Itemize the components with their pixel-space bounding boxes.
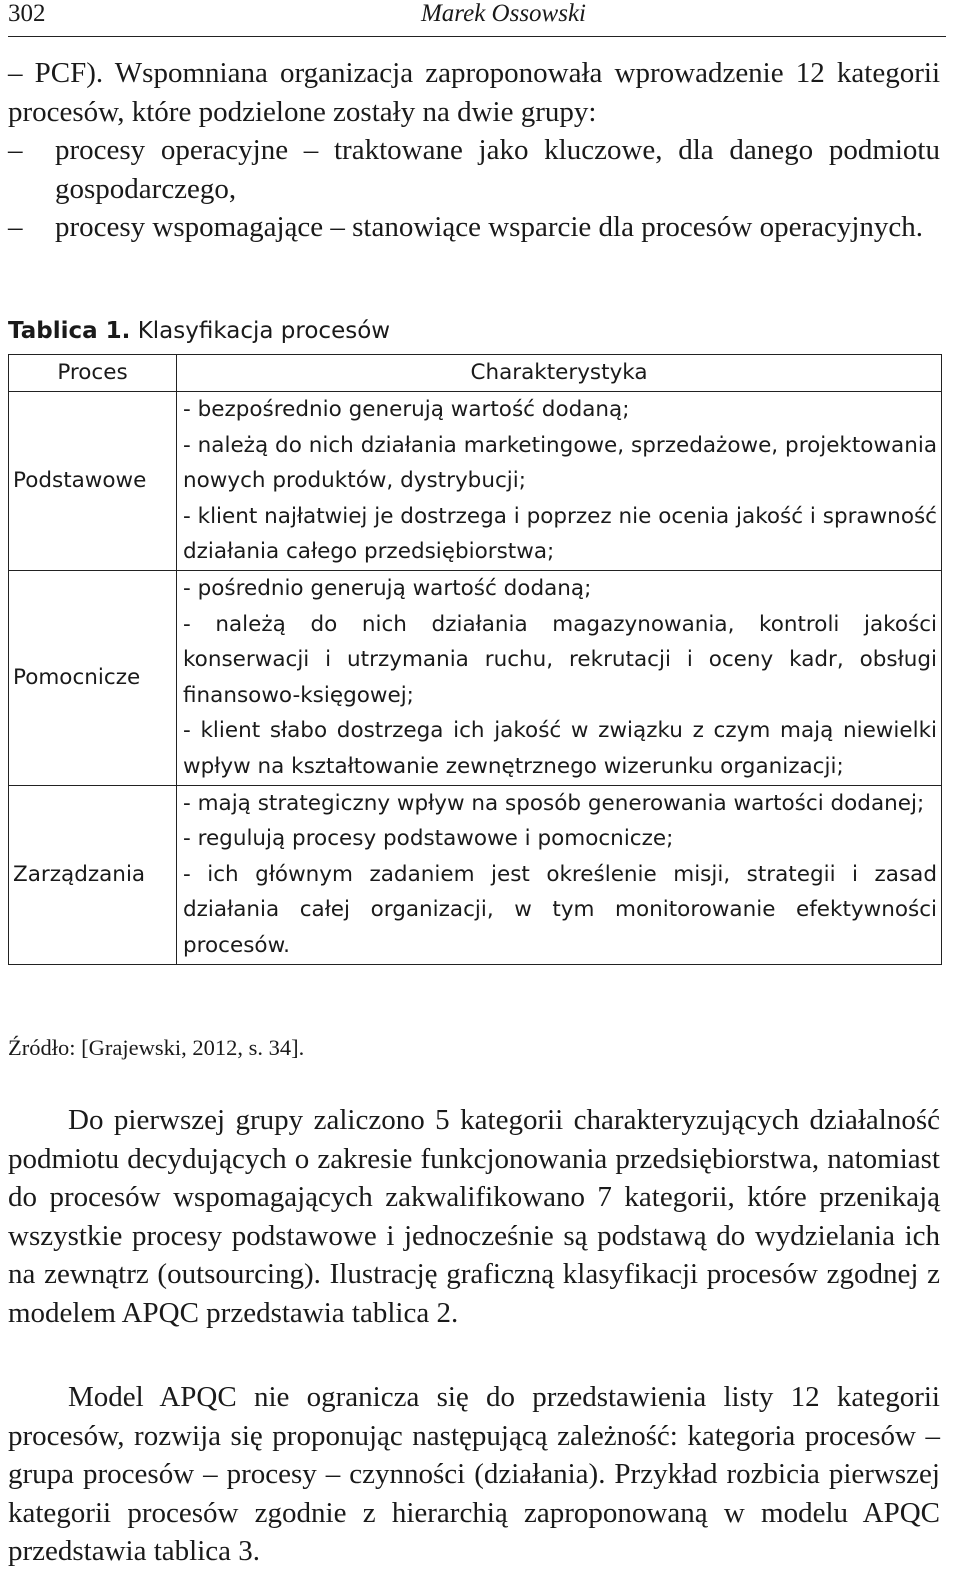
body-paragraph: Do pierwszej grupy zaliczono 5 kategorii charakteryzujących działalność podmiotu decydujących o zakresie funkcjonowania przedsiębiorstwa, natomiast do procesów wspomagających zakwalifikowano 7 kategorii, które przenikają wszystkie procesy podstawowe i jednocześnie są podstawą do wydzielania ich na zewnątrz (outsourcing). Ilustrację graficzną klasyfikacji procesów zgodnej z modelem APQC przedstawia tablica 2. xyxy=(8,1104,940,1329)
table-source: Źródło: [Grajewski, 2012, s. 34]. xyxy=(8,1035,305,1060)
table-row xyxy=(9,570,942,785)
running-author: Marek Ossowski xyxy=(420,0,586,27)
process-classification-table xyxy=(8,354,942,965)
running-header xyxy=(8,0,946,37)
description-line: - mają strategiczny wpływ na sposób generowania wartości dodanej; xyxy=(183,790,925,816)
table-label: Tablica 1. xyxy=(8,318,131,344)
description-line: - klient najłatwiej je dostrzega i poprzez nie ocenia jakość i sprawność działania całego przedsiębiorstwa; xyxy=(183,503,937,565)
body-paragraph: Model APQC nie ogranicza się do przedstawienia listy 12 kategorii procesów, rozwija się proponując następującą zależność: kategoria procesów – grupa procesów – procesy – czynności (działania). Przykład rozbicia pierwszej kategorii procesów zgodnie z hierarchią zaproponowaną w modelu APQC przedstawia tablica 3. xyxy=(8,1381,940,1568)
process-description xyxy=(177,785,942,964)
table-caption xyxy=(8,318,390,344)
description-line: - należą do nich działania marketingowe, sprzedażowe, projektowania nowych produktów, dystrybucji; xyxy=(183,432,937,494)
list-dash: – xyxy=(8,134,23,166)
list-item-text: procesy wspomagające – stanowiące wsparcie dla procesów operacyjnych. xyxy=(55,211,924,244)
process-group-list xyxy=(8,131,940,247)
process-name: Zarządzania xyxy=(9,785,177,964)
description-line: - bezpośrednio generują wartość dodaną; xyxy=(183,397,630,422)
table-row xyxy=(9,392,942,571)
table-row xyxy=(9,785,942,964)
table-title: Klasyfikacja procesów xyxy=(137,318,391,344)
column-header-characteristics: Charakterystyka xyxy=(177,355,942,392)
list-item-text: procesy operacyjne – traktowane jako kluczowe, dla danego podmiotu gospodarczego, xyxy=(55,134,940,205)
table-header-row xyxy=(9,355,942,392)
process-description xyxy=(177,570,942,785)
description-line: - regulują procesy podstawowe i pomocnicze; xyxy=(183,826,674,852)
description-line: - ich głównym zadaniem jest określenie misji, strategii i zasad działania całej organizacji, w tym monitorowanie efektywności procesów. xyxy=(183,861,937,958)
process-name: Pomocnicze xyxy=(9,570,177,785)
list-item xyxy=(8,131,940,208)
description-line: - pośrednio generują wartość dodaną; xyxy=(183,575,592,601)
column-header-process: Proces xyxy=(9,355,177,392)
list-dash: – xyxy=(8,211,23,244)
process-name: Podstawowe xyxy=(9,392,177,571)
intro-paragraph: – PCF). Wspomniana organizacja zaproponowała wprowadzenie 12 kategorii procesów, które podzielone zostały na dwie grupy: xyxy=(8,57,940,128)
list-item xyxy=(8,208,940,247)
description-line: - należą do nich działania magazynowania, kontroli jakości konserwacji i utrzymania ruchu, rekrutacji i oceny kadr, obsługi finansowo-księgowej; xyxy=(183,611,937,708)
process-description xyxy=(177,392,942,571)
page-number: 302 xyxy=(8,0,46,27)
description-line: - klient słabo dostrzega ich jakość w związku z czym mają niewielki wpływ na kształtowanie zewnętrznego wizerunku organizacji; xyxy=(183,718,937,779)
